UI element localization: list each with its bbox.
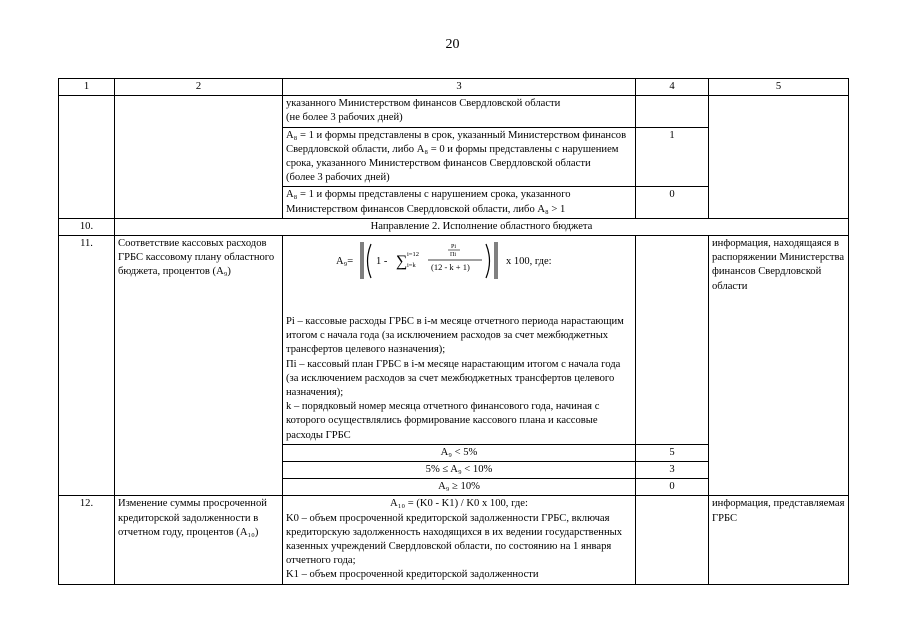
- row12-source: информация, представляемая ГРБС: [709, 496, 849, 584]
- row11-score-blank: [636, 236, 709, 445]
- sum-bottom: i=k: [407, 262, 416, 270]
- formula-graphic: [334, 239, 584, 283]
- row11-source: информация, находящаяся в распоряжении Министерства финансов Свердловской области: [709, 236, 849, 496]
- formula-lhs: A₉=: [336, 256, 354, 268]
- cont-score-a: [636, 96, 709, 127]
- cont-score-c: 0: [636, 187, 709, 218]
- row11-cond-3: A₉ ≥ 10%: [283, 479, 636, 496]
- row12-name: Изменение суммы просроченной кредиторской задолженности в отчетном году, процентов (A₁₀): [115, 496, 283, 584]
- row11-score-3: 0: [636, 479, 709, 496]
- header-col-1: 1: [59, 79, 115, 96]
- criteria-table: [58, 78, 849, 585]
- row11-formula: [286, 237, 632, 285]
- table-row: [59, 96, 849, 127]
- cont-condition-c: A₈ = 1 и формы представлены с нарушением срока, указанного Министерством финансов Свердловской области, либо A₈ > 1: [283, 187, 636, 218]
- row11-score-2: 3: [636, 462, 709, 479]
- cont-num-cell: [59, 96, 115, 219]
- cont-name-cell: [115, 96, 283, 219]
- section-row: [59, 218, 849, 235]
- cont-condition-a: указанного Министерством финансов Свердловской области (не более 3 рабочих дней): [283, 96, 636, 127]
- table-row: [59, 236, 849, 445]
- sum-top: i=12: [407, 251, 419, 259]
- row12-formula-cell: [283, 496, 636, 584]
- formula-spacer: [286, 285, 632, 315]
- header-row: [59, 79, 849, 96]
- formula-one-minus: 1 -: [376, 256, 388, 268]
- header-col-4: 4: [636, 79, 709, 96]
- section-title: Направление 2. Исполнение областного бюджета: [115, 218, 849, 235]
- row11-description: Pi – кассовые расходы ГРБС в i-м месяце отчетного периода нарастающим итогом с начала года (за исключением расходов за счет межбюджетных трансфертов целевого назначения); Пi – кассовый план ГРБС в i-м месяце нарастающим итогом с начала года (за исключением расходов за счет межбюджетных трансфертов целевого назначения); k – порядковый номер месяца отчетного финансового года, начиная с которого осуществлялись формирование кассового плана и кассовые расходы ГРБС: [286, 316, 624, 441]
- frac-num-top: Pi: [451, 244, 457, 251]
- header-col-3: 3: [283, 79, 636, 96]
- row12-formula: A₁₀ = (K0 - K1) / K0 x 100, где:: [390, 498, 528, 510]
- row10-num: 10.: [59, 218, 115, 235]
- row11-cond-1: A₉ < 5%: [283, 444, 636, 461]
- formula-tail: x 100, где:: [506, 256, 552, 268]
- sigma-icon: ∑: [396, 253, 408, 271]
- page-number: 20: [445, 37, 460, 52]
- paren-right: [486, 244, 490, 278]
- frac-den: (12 - k + 1): [431, 262, 470, 273]
- row11-score-1: 5: [636, 444, 709, 461]
- row11-name: Соответствие кассовых расходов ГРБС кассовому плану областного бюджета, процентов (A₉): [115, 236, 283, 496]
- table-row: [59, 496, 849, 584]
- cont-source-cell: [709, 96, 849, 219]
- frac-num-bottom: Пi: [450, 252, 456, 259]
- cont-condition-b: A₈ = 1 и формы представлены в срок, указанный Министерством финансов Свердловской области, либо A₈ = 0 и формы представлены с нарушением срока, указанного Министерством финансов Свердловской области (более 3 рабочих дней): [283, 127, 636, 187]
- row11-formula-cell: [283, 236, 636, 445]
- paren-left: [368, 244, 372, 278]
- row11-cond-2: 5% ≤ A₉ < 10%: [283, 462, 636, 479]
- row11-num: 11.: [59, 236, 115, 496]
- row12-score-blank: [636, 496, 709, 584]
- row12-description: K0 – объем просроченной кредиторской задолженности ГРБС, включая кредиторскую задолженность находящихся в их ведении государственных казенных учреждений Свердловской области, по состоянию на 1 января отчетного года; K1 – объем просроченной кредиторской задолженности: [286, 512, 623, 581]
- header-col-5: 5: [709, 79, 849, 96]
- header-col-2: 2: [115, 79, 283, 96]
- cont-score-b: 1: [636, 127, 709, 187]
- row12-num: 12.: [59, 496, 115, 584]
